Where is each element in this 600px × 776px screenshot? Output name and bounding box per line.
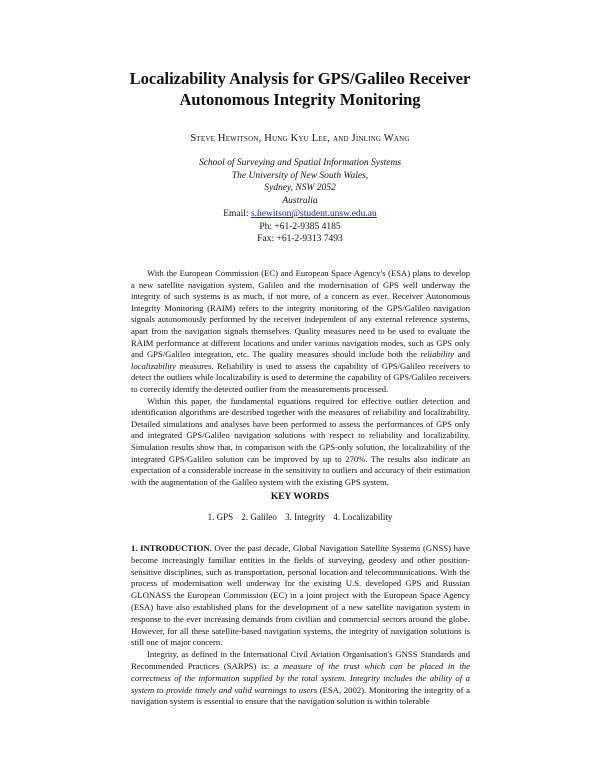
intro-p2-text-b: (ESA, 2002). Monitoring the integrity of a navigation system is essential to ensure that the navigation solution is within tolerable: [131, 684, 470, 707]
abstract: [131, 268, 470, 488]
phone-line: Ph: +61-2-9385 4185: [259, 221, 341, 232]
abstract-term-localizability: localizability: [131, 360, 176, 371]
affiliation-university: The University of New South Wales,: [231, 170, 369, 181]
email-link[interactable]: s.hewitson@student.unsw.edu.au: [250, 209, 377, 219]
author-list: Steve Hewitson, Hung Kyu Lee, and Jinling Wang: [190, 133, 410, 144]
keyword-item: 2. Galileo: [241, 512, 277, 522]
contact-info: [60, 208, 540, 246]
intro-paragraph-2: [131, 649, 470, 708]
abstract-p1-text-b: measures. Reliability is used to assess the capability of GPS/Galileo receivers to detect the outliers while localizability is used to determine the capability of GPS/Galileo receivers to correctly identify the detected outlier from the measurements processed.: [131, 360, 470, 394]
abstract-p1-and: and: [454, 349, 470, 360]
title-line-2: Autonomous Integrity Monitoring: [179, 90, 421, 109]
affiliation-country: Australia: [282, 195, 318, 206]
affiliation-school: School of Surveying and Spatial Information Systems: [198, 158, 402, 168]
keyword-item: 3. Integrity: [285, 512, 326, 522]
fax-line: Fax: +61-2-9313 7493: [257, 234, 343, 244]
keyword-item: 4. Localizability: [333, 512, 393, 522]
title-line-1: Localizability Analysis for GPS/Galileo Receiver: [129, 69, 471, 88]
abstract-paragraph-1: [131, 268, 470, 396]
abstract-p1-text-a: With the European Commission (EC) and European Space Agency's (ESA) plans to develop a new satellite navigation system, Galileo and the modernisation of GPS well underway the integrity of such systems is as much, if not more, of a concern as ever. Receiver Autonomous Integrity Monitoring (RAIM) refers to the integrity monitoring of the GPS/Galileo navigation signals autonomously performed by the receiver independent of any external reference systems, apart from the navigation signals themselves. Quality measures need to be used to evaluate the RAIM performance at different locations and under various navigation modes, such as GPS only and GPS/Galileo integration, etc. The quality measures should include both the: [131, 268, 470, 360]
section-heading-introduction: 1. INTRODUCTION.: [131, 543, 212, 553]
keywords-list: [60, 512, 540, 522]
email-line: [60, 208, 540, 221]
affiliation-city: Sydney, NSW 2052: [264, 183, 336, 193]
intro-paragraph-1: [131, 543, 470, 649]
abstract-term-reliability: reliability: [420, 349, 455, 360]
intro-p1-text: Over the past decade, Global Navigation Satellite Systems (GNSS) have become increasingly familiar entities in the fields of surveying, geodesy and other position-sensitive disciplines, such as transportation, personal location and telecommunications. With the process of modernisation well underway for the existing U.S. developed GPS and Russian GLONASS the European Commission (EC) in a joint project with the European Space Agency (ESA) have also established plans for the development of a new satellite navigation system in response to the ever increasing demands from civilian and commercial sectors around the globe. However, for all these satellite-based navigation systems, the integrity of navigation solutions is still one of major concern.: [131, 543, 470, 648]
integrity-definition-quote: a measure of the trust which can be placed in the correctness of the information supplied by the total system. Integrity includes the ability of a system to provide timely and valid warnings to users: [131, 660, 470, 695]
intro-p2-text-a: Integrity, as defined in the International Civil Aviation Organisation's GNSS Standards and Recommended Practices (SARPS) is:: [131, 649, 470, 671]
abstract-paragraph-2: Within this paper, the fundamental equations required for effective outlier detection and identification algorithms are described together with the measures of reliability and localizability. Detailed simulations and analyses have been performed to assess the performances of GPS only and integrated GPS/Galileo navigation solutions with respect to reliability and localizability. Simulation results show that, in comparison with the GPS-only solution, the localizability of the integrated GPS/Galileo solution can be improved by up to 270%. The results also indicate an expectation of a considerable increase in the sensitivity to outliers and accuracy of their estimation with the augmentation of the Galileo system with the existing GPS system.: [131, 395, 470, 487]
affiliation: [60, 157, 540, 207]
email-label: Email:: [223, 209, 251, 219]
introduction-section: [131, 543, 470, 708]
keyword-item: 1. GPS: [207, 512, 234, 522]
paper-title: [60, 68, 540, 110]
keywords-heading: KEY WORDS: [270, 492, 330, 502]
